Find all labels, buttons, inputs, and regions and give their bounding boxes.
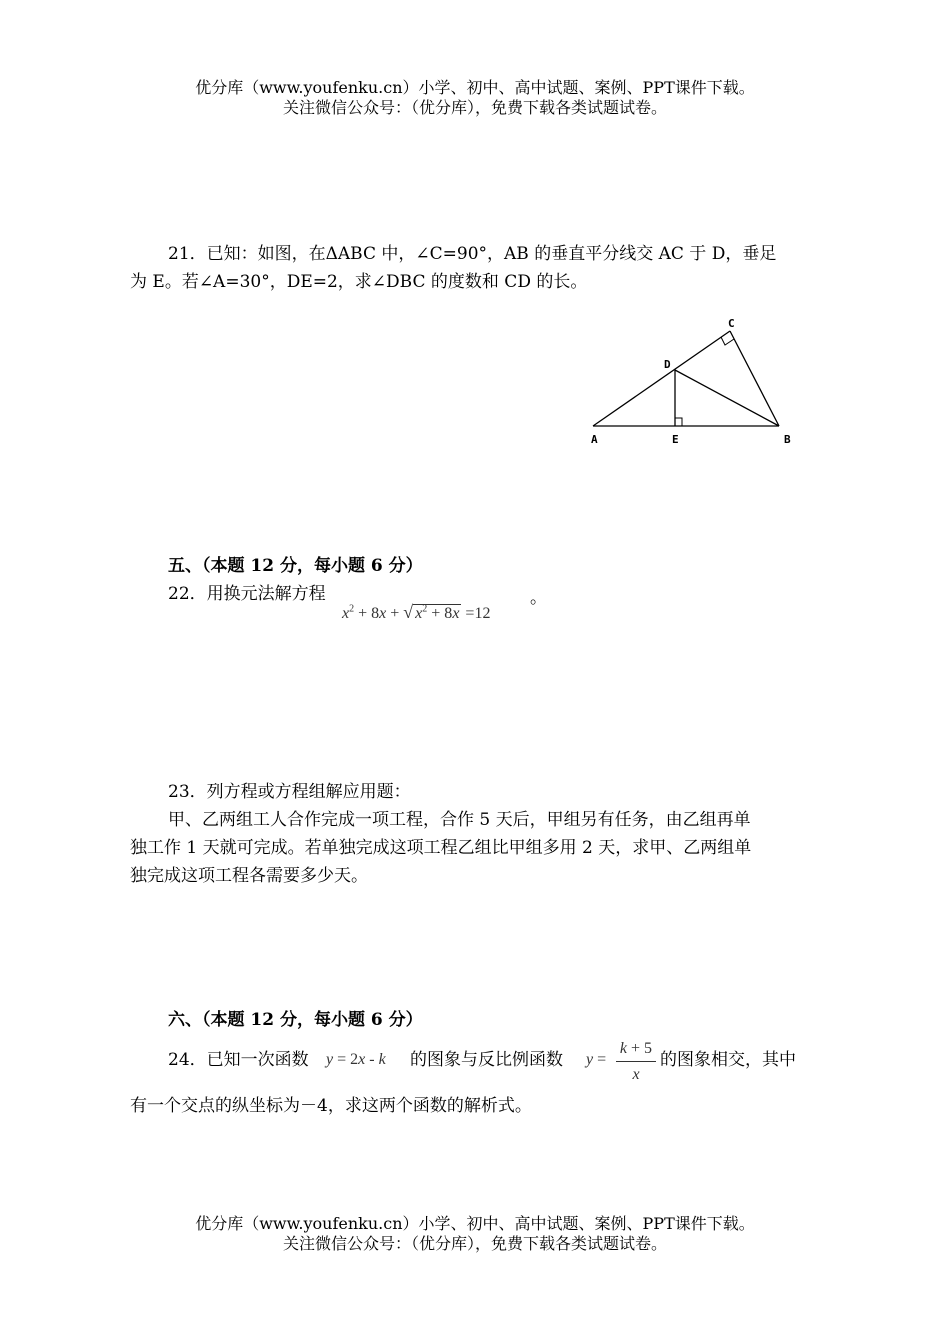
- footer-line-2: 关注微信公众号：（优分库），免费下载各类试题试卷。: [282, 1234, 667, 1253]
- label-b: B: [784, 433, 791, 446]
- f1-k: k: [378, 1051, 386, 1068]
- segment-ac: [593, 331, 730, 426]
- rad-square: 2: [422, 603, 428, 615]
- label-c: C: [728, 317, 735, 330]
- f1-eq: = 2: [337, 1051, 359, 1068]
- eq-x: x: [342, 605, 350, 622]
- section-5-title: 五、（本题 12 分，每小题 6 分）: [168, 556, 423, 576]
- q22-end-mark: 。: [530, 588, 547, 608]
- q24-linear-function: [326, 1051, 386, 1069]
- eq-rhs: =12: [465, 605, 491, 622]
- label-a: A: [591, 433, 598, 446]
- eq-square: 2: [349, 603, 355, 615]
- label-e: E: [672, 433, 679, 446]
- rad-x: x: [415, 605, 423, 622]
- footer-line-1: 优分库（www.youfenku.cn）小学、初中、高中试题、案例、PPT课件下载。: [195, 1214, 755, 1233]
- rad-x2: x: [452, 605, 460, 622]
- q24-suffix: 的图象相交，其中: [660, 1050, 796, 1070]
- q23-line-4: 独完成这项工程各需要多少天。: [130, 866, 368, 886]
- eq-term: + 8: [358, 605, 380, 622]
- fraction-denominator: x: [632, 1066, 640, 1083]
- right-angle-mark-c: [721, 337, 734, 345]
- segment-db: [675, 370, 779, 426]
- q21-line-1: 21．已知：如图，在ΔABC 中，∠C=90°，AB 的垂直平分线交 AC 于 D，垂足: [168, 244, 777, 264]
- f2-eq: =: [597, 1051, 607, 1068]
- segment-cb: [730, 331, 779, 426]
- q24-prefix: 24．已知一次函数: [168, 1050, 309, 1070]
- label-d: D: [664, 358, 671, 371]
- q24-inverse-y: [586, 1051, 606, 1069]
- q22-equation: [342, 602, 490, 623]
- q23-line-2: 甲、乙两组工人合作完成一项工程，合作 5 天后，甲组另有任务，由乙组再单: [168, 810, 751, 830]
- right-angle-mark-e: [675, 418, 682, 426]
- fraction-bar: [616, 1061, 656, 1062]
- triangle-figure: [580, 310, 810, 450]
- radical-sign: √: [403, 602, 414, 622]
- header-line-2: 关注微信公众号：（优分库），免费下载各类试题试卷。: [282, 98, 667, 117]
- eq-plus: +: [390, 605, 400, 622]
- f2-num-rest: + 5: [631, 1040, 653, 1057]
- f2-num-k: k: [619, 1040, 628, 1057]
- f1-y: y: [326, 1051, 334, 1068]
- q24-middle: 的图象与反比例函数: [410, 1050, 563, 1070]
- q24-line-2: 有一个交点的纵坐标为－4，求这两个函数的解析式。: [130, 1096, 532, 1116]
- fraction-numerator: [616, 1040, 656, 1058]
- q21-line-2: 为 E。若∠A=30°，DE=2，求∠DBC 的度数和 CD 的长。: [130, 272, 588, 292]
- radicand: [413, 604, 461, 622]
- f2-y: y: [586, 1051, 594, 1068]
- section-6-title: 六、（本题 12 分，每小题 6 分）: [168, 1010, 423, 1030]
- q22-text: 22．用换元法解方程: [168, 584, 326, 604]
- eq-x2: x: [379, 605, 387, 622]
- q23-line-1: 23．列方程或方程组解应用题：: [168, 782, 411, 802]
- f1-minus: -: [369, 1051, 375, 1068]
- rad-term: + 8: [431, 605, 453, 622]
- f1-x: x: [358, 1051, 366, 1068]
- q23-line-3: 独工作 1 天就可完成。若单独完成这项工程乙组比甲组多用 2 天，求甲、乙两组单: [130, 838, 752, 858]
- header-line-1: 优分库（www.youfenku.cn）小学、初中、高中试题、案例、PPT课件下载。: [195, 78, 755, 97]
